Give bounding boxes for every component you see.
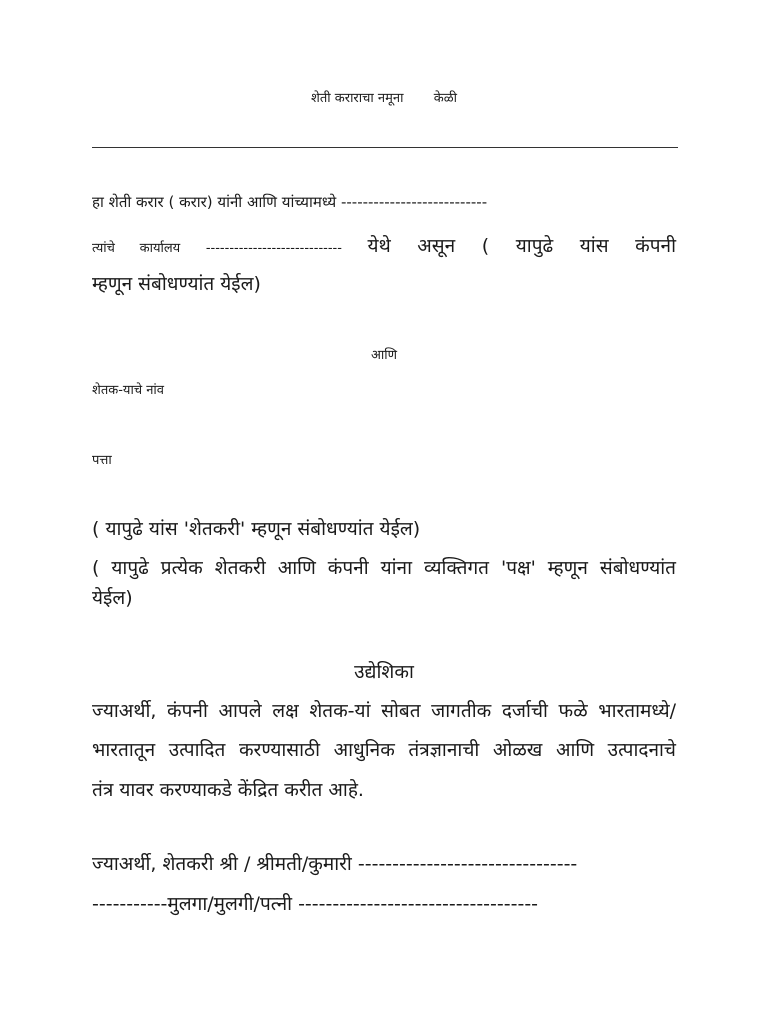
preamble-line-3: तंत्र यावर करण्याकडे केंद्रित करीत आहे. xyxy=(92,779,364,801)
office-clause: येथे असून ( यापुढे यांस कंपनी xyxy=(367,235,676,257)
document-title: शेती कराराचा नमूना xyxy=(311,91,404,106)
and-label: आणि xyxy=(370,348,398,363)
agreement-line-2 xyxy=(92,232,676,258)
office-label: त्यांचे कार्यालय xyxy=(92,241,181,256)
preamble-line-1: ज्याअर्थी, कंपनी आपले लक्ष शेतक-यां सोबत जागतीक दर्जाची फळे भारतामध्ये/ xyxy=(92,700,676,722)
preamble-line-2: भारतातून उत्पादित करण्यासाठी आधुनिक तंत्रज्ञानाची ओळख आणि उत्पादनाचे xyxy=(92,739,676,761)
declaration-line-1: ज्याअर्थी, शेतकरी श्री / श्रीमती/कुमारी -------------------------------- xyxy=(92,853,578,875)
party-clause-line-2: येईल) xyxy=(92,587,133,609)
office-blank: ----------------------------- xyxy=(205,241,342,256)
farmer-clause: ( यापुढे यांस 'शेतकरी' म्हणून संबोधण्यांत येईल) xyxy=(92,518,421,540)
crop-name: केळी xyxy=(433,91,457,106)
document-header xyxy=(0,88,768,106)
agreement-line-1: हा शेती करार ( करार) यांनी आणि यांच्यामध्ये --------------------------- xyxy=(92,193,488,211)
preamble-heading: उद्येशिका xyxy=(354,661,414,683)
agreement-line-3: म्हणून संबोधण्यांत येईल) xyxy=(92,273,261,295)
farmer-name-label: शेतक-याचे नांव xyxy=(92,383,165,398)
header-divider xyxy=(92,147,678,148)
party-clause-line-1: ( यापुढे प्रत्येक शेतकरी आणि कंपनी यांना व्यक्तिगत 'पक्ष' म्हणून संबोधण्यांत xyxy=(92,557,676,579)
declaration-line-2: -----------मुलगा/मुलगी/पत्नी ----------------------------------- xyxy=(92,893,539,915)
farmer-address-label: पत्ता xyxy=(92,453,112,468)
